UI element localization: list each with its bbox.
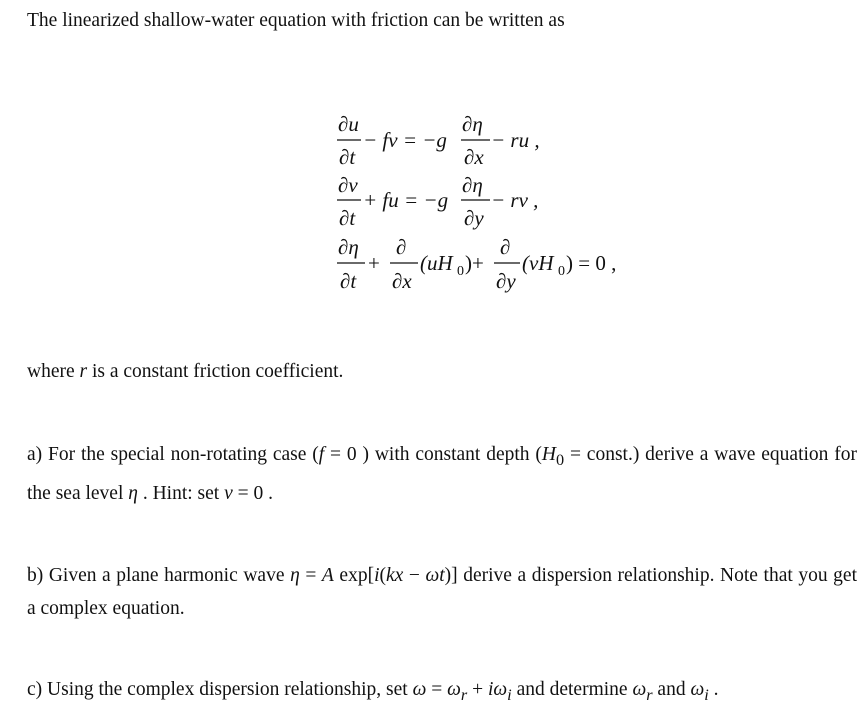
eq3-term2-close: )+ xyxy=(465,251,484,275)
question-c xyxy=(27,673,719,712)
eq3-term3-subscript: 0 xyxy=(558,264,565,279)
qc-math-i-omega-i: iω xyxy=(487,679,508,700)
qb-text-3: exp[ xyxy=(333,565,375,586)
eq2-rhs-numerator: ∂η xyxy=(462,173,483,197)
eq2-lhs-numerator: ∂v xyxy=(338,173,358,197)
qa-text-3: = const.) derive a wave equation for the sea level xyxy=(27,444,857,504)
qb-text-5: − xyxy=(403,565,426,586)
eq1-middle: − fv = −g xyxy=(363,128,447,152)
eq2-lhs-denominator: ∂t xyxy=(339,206,356,230)
qa-math-eta: η xyxy=(128,482,138,504)
qa-text-2: = 0 ) with constant depth ( xyxy=(324,444,542,465)
qb-math-eta: η xyxy=(290,565,300,586)
qa-math-v: v xyxy=(224,482,233,504)
equation-1 xyxy=(337,112,540,169)
qc-math-i-omega-i-subscript: i xyxy=(507,685,512,704)
eq1-lhs-numerator: ∂u xyxy=(338,112,359,136)
qc-math-omega-i-2-subscript: i xyxy=(704,685,709,704)
qb-text-4: ( xyxy=(379,565,386,586)
equation-block xyxy=(0,0,865,320)
qa-text-4: . Hint: set xyxy=(137,482,225,504)
eq2-middle: + fu = −g xyxy=(363,188,449,212)
eq3-term2-subscript: 0 xyxy=(457,264,464,279)
eq3-term2-body: (uH xyxy=(420,251,453,275)
qa-math-f: f xyxy=(318,444,325,465)
eq2-rhs-denominator: ∂y xyxy=(464,206,484,230)
qa-text-5: = 0 . xyxy=(232,482,273,504)
question-b xyxy=(27,559,857,625)
eq1-rhs-numerator: ∂η xyxy=(462,112,483,136)
question-a xyxy=(27,438,857,510)
qc-text-5: and xyxy=(652,679,691,700)
qc-math-omega-r-2: ω xyxy=(632,679,647,700)
qc-text-6: . xyxy=(708,679,719,700)
where-variable: r xyxy=(79,361,88,382)
qc-text-1: c) Using the complex dispersion relationship, set xyxy=(27,679,413,700)
qb-math-kx: kx xyxy=(386,565,404,586)
where-pre: where xyxy=(27,361,80,382)
qc-math-omega: ω xyxy=(412,679,427,700)
eq3-term2-denominator: ∂x xyxy=(392,269,412,293)
qa-text-1: a) For the special non-rotating case ( xyxy=(27,444,319,465)
qb-math-i: i xyxy=(374,565,380,586)
eq1-rhs-denominator: ∂x xyxy=(464,145,484,169)
qb-math-omega-t: ωt xyxy=(425,565,445,586)
eq3-term3-denominator: ∂y xyxy=(496,269,516,293)
equation-3 xyxy=(337,235,616,293)
qc-text-2: = xyxy=(426,679,448,700)
qb-text-1: b) Given a plane harmonic wave xyxy=(27,565,291,586)
eq1-tail: − ru , xyxy=(491,128,540,152)
intro-text: The linearized shallow-water equation with friction can be written as xyxy=(27,10,565,31)
qc-math-omega-r-2-subscript: r xyxy=(646,685,653,704)
qb-text-6: )] derive a dispersion relationship. Note that you get a complex equation. xyxy=(27,565,858,619)
eq3-term1-numerator: ∂η xyxy=(338,235,359,259)
eq3-plus: + xyxy=(368,251,380,275)
qb-text-2: = xyxy=(299,565,322,586)
qc-text-3: + xyxy=(467,679,488,700)
eq1-lhs-denominator: ∂t xyxy=(339,145,356,169)
qc-text-4: and determine xyxy=(511,679,633,700)
qc-math-omega-r: ω xyxy=(447,679,461,700)
qa-math-h: H xyxy=(541,444,556,465)
qa-math-h-subscript: 0 xyxy=(555,450,565,469)
eq3-term3-body: (vH xyxy=(522,251,554,275)
friction-note xyxy=(27,355,343,388)
eq3-term3-numerator: ∂ xyxy=(500,235,511,259)
equation-2 xyxy=(337,173,538,230)
where-post: is a constant friction coefficient. xyxy=(87,361,344,382)
eq3-term2-numerator: ∂ xyxy=(396,235,407,259)
eq3-term3-close: ) = 0 , xyxy=(566,251,617,275)
eq2-tail: − rv , xyxy=(491,188,539,212)
qb-math-a: A xyxy=(321,565,334,586)
qc-math-omega-i-2: ω xyxy=(690,679,705,700)
eq3-term1-denominator: ∂t xyxy=(340,269,357,293)
qc-math-omega-r-subscript: r xyxy=(460,685,468,704)
